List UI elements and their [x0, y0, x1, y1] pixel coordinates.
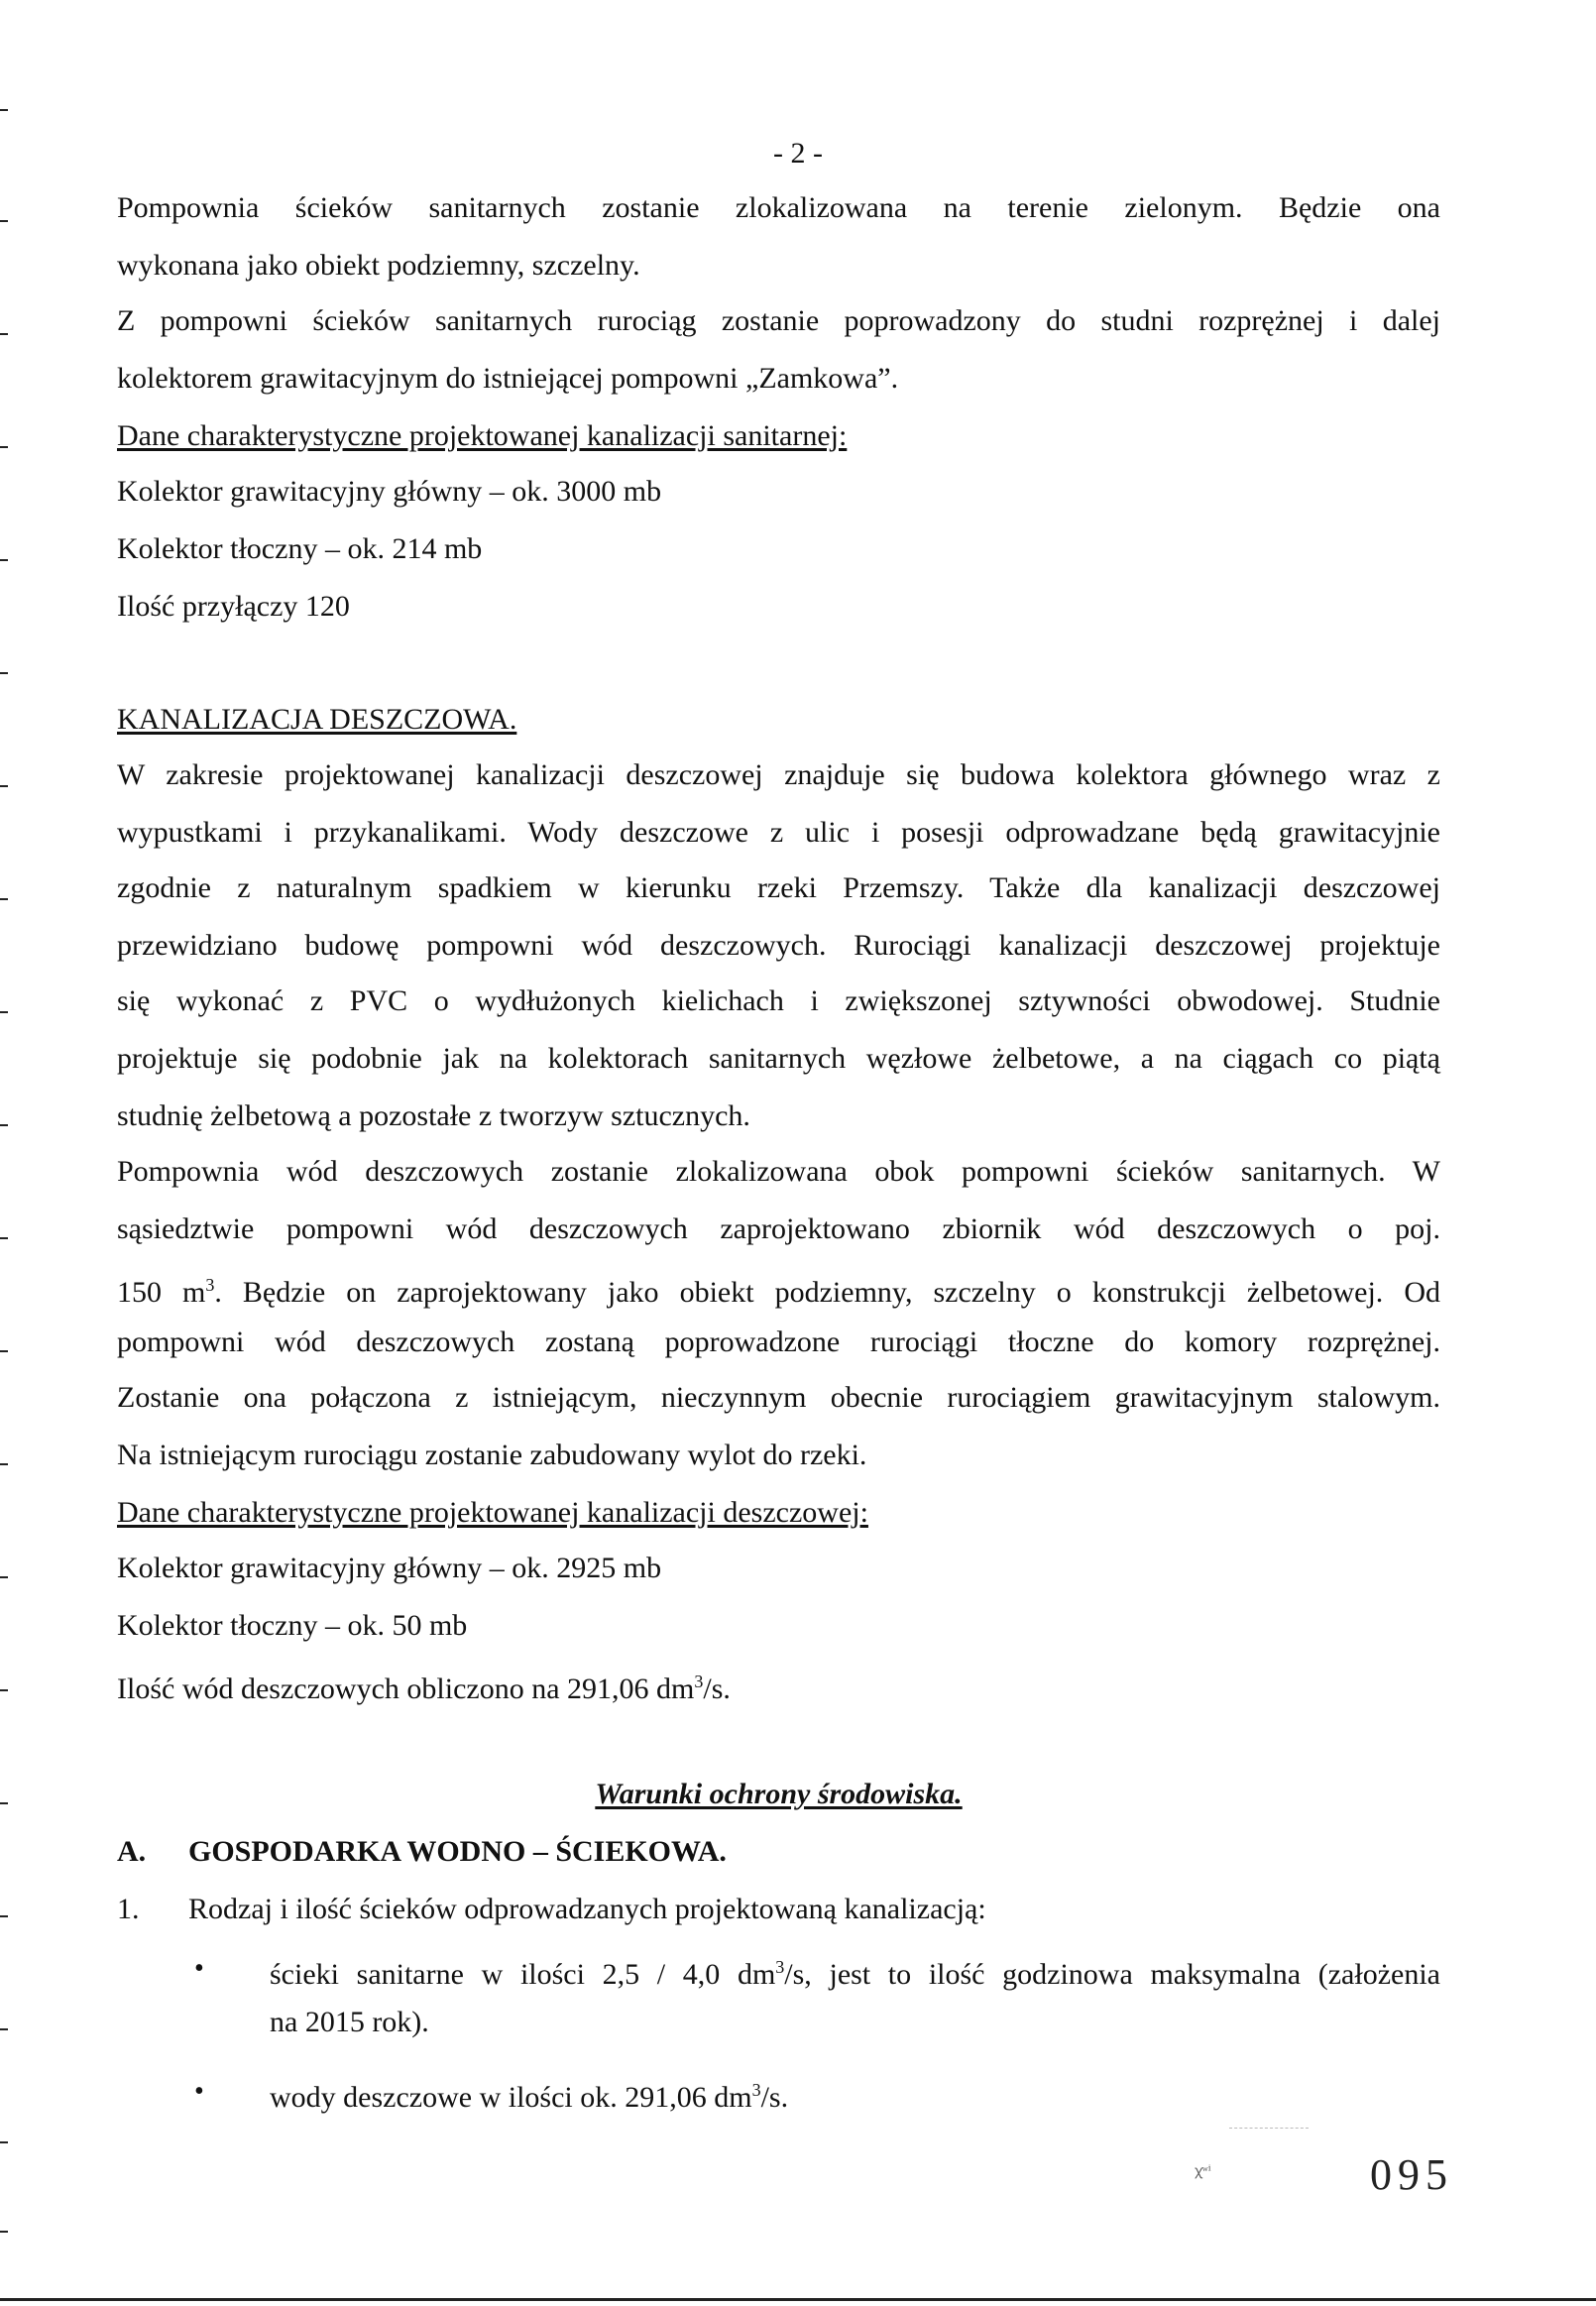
text-fragment: 150 m — [117, 1276, 206, 1309]
margin-tick — [0, 1463, 8, 1465]
text-fragment: /s, jest to ilość godzinowa maksymalna (założenia — [784, 1958, 1440, 1991]
text-fragment: Ilość wód deszczowych obliczono na 291,06 dm — [117, 1672, 695, 1705]
paragraph-line: W zakresie projektowanej kanalizacji deszczowej znajduje się budowa kolektora głównego wraz z — [117, 758, 1440, 791]
margin-tick — [0, 1237, 8, 1239]
paragraph-line-volume — [117, 1267, 1440, 1311]
faint-mark — [1229, 2128, 1309, 2130]
paragraph-line: Na istniejącym rurociągu zostanie zabudowany wylot do rzeki. — [117, 1439, 867, 1471]
margin-tick — [0, 898, 8, 900]
superscript: 3 — [694, 1672, 704, 1691]
paragraph-line: studnię żelbetową a pozostałe z tworzyw sztucznych. — [117, 1099, 750, 1132]
paragraph-line: kolektorem grawitacyjnym do istniejącej pompowni „Zamkowa”. — [117, 362, 899, 395]
paragraph-line: Pompownia wód deszczowych zostanie zlokalizowana obok pompowni ścieków sanitarnych. W — [117, 1155, 1440, 1188]
rain-data-subheading: Dane charakterystyczne projektowanej kanalizacji deszczowej: — [117, 1496, 868, 1529]
paragraph-line: wykonana jako obiekt podziemny, szczelny. — [117, 249, 640, 282]
text-fragment: . Będzie on zaprojektowany jako obiekt podziemny, szczelny o konstrukcji żelbetowej. Od — [214, 1276, 1440, 1309]
section-label: A. — [117, 1835, 147, 1868]
handwritten-mark: ꭓʷⁱ — [1195, 2164, 1211, 2179]
margin-tick — [0, 672, 8, 674]
text-fragment: /s. — [703, 1672, 731, 1705]
text-fragment: wody deszczowe w ilości ok. 291,06 dm — [270, 2081, 752, 2114]
margin-tick — [0, 446, 8, 448]
point-text: Rodzaj i ilość ścieków odprowadzanych projektowaną kanalizacją: — [188, 1893, 986, 1925]
paragraph-line: przewidziano budowę pompowni wód deszczowych. Rurociągi kanalizacji deszczowej projektuje — [117, 929, 1440, 962]
margin-tick — [0, 1576, 8, 1578]
bullet: • — [194, 1953, 204, 1984]
superscript: 3 — [205, 1275, 215, 1295]
paragraph-line: pompowni wód deszczowych zostaną poprowadzone rurociągi tłoczne do komory rozprężnej. — [117, 1326, 1440, 1358]
water-sewage-heading: GOSPODARKA WODNO – ŚCIEKOWA. — [188, 1835, 727, 1868]
rain-sewer-heading: KANALIZACJA DESZCZOWA. — [117, 703, 517, 736]
bullet-text — [270, 1949, 1440, 1993]
margin-tick — [0, 1350, 8, 1352]
paragraph-line: projektuje się podobnie jak na kolektorach sanitarnych węzłowe żelbetowe, a na ciągach co piątą — [117, 1042, 1440, 1075]
bullet: • — [194, 2076, 204, 2107]
sanitary-data-subheading: Dane charakterystyczne projektowanej kanalizacji sanitarnej: — [117, 419, 848, 452]
margin-tick — [0, 1011, 8, 1013]
paragraph-line: zgodnie z naturalnym spadkiem w kierunku rzeki Przemszy. Także dla kanalizacji deszczowej — [117, 871, 1440, 904]
margin-tick — [0, 785, 8, 787]
margin-tick — [0, 559, 8, 561]
text-fragment: ścieki sanitarne w ilości 2,5 / 4,0 dm — [270, 1958, 776, 1991]
superscript: 3 — [775, 1957, 785, 1977]
point-label: 1. — [117, 1893, 140, 1925]
margin-tick — [0, 333, 8, 335]
margin-tick — [0, 1124, 8, 1126]
list-item: Kolektor tłoczny – ok. 214 mb — [117, 532, 483, 565]
margin-tick — [0, 2141, 8, 2143]
page-stamp-number: 095 — [1370, 2150, 1453, 2199]
margin-tick — [0, 109, 8, 111]
paragraph-line: Zostanie ona połączona z istniejącym, nieczynnym obecnie rurociągiem grawitacyjnym stalowym. — [117, 1381, 1440, 1414]
list-item — [117, 1664, 1440, 1707]
margin-tick — [0, 1689, 8, 1691]
margin-tick — [0, 1802, 8, 1804]
paragraph-line: Z pompowni ścieków sanitarnych rurociąg zostanie poprowadzony do studni rozprężnej i dalej — [117, 304, 1440, 337]
paragraph-line: się wykonać z PVC o wydłużonych kielichach i zwiększonej sztywności obwodowej. Studnie — [117, 984, 1440, 1017]
margin-tick — [0, 2028, 8, 2030]
list-item: Kolektor grawitacyjny główny – ok. 2925 mb — [117, 1552, 662, 1584]
superscript: 3 — [751, 2080, 761, 2100]
margin-tick — [0, 1915, 8, 1917]
paragraph-line: wypustkami i przykanalikami. Wody deszczowe z ulic i posesji odprowadzane będą grawitacyjnie — [117, 816, 1440, 849]
list-item: Ilość przyłączy 120 — [117, 590, 350, 623]
paragraph-line: Pompownia ścieków sanitarnych zostanie zlokalizowana na terenie zielonym. Będzie ona — [117, 191, 1440, 224]
paragraph-line: sąsiedztwie pompowni wód deszczowych zaprojektowano zbiornik wód deszczowych o poj. — [117, 1212, 1440, 1245]
environment-heading: Warunki ochrony środowiska. — [595, 1778, 963, 1810]
bullet-text-continuation: na 2015 rok). — [270, 2006, 429, 2038]
scan-bottom-edge — [0, 2298, 1596, 2301]
margin-tick — [0, 2231, 8, 2233]
bullet-text — [270, 2072, 1440, 2116]
page-number: - 2 - — [773, 137, 823, 170]
list-item: Kolektor tłoczny – ok. 50 mb — [117, 1609, 468, 1642]
list-item: Kolektor grawitacyjny główny – ok. 3000 mb — [117, 475, 662, 508]
text-fragment: /s. — [760, 2081, 789, 2114]
margin-tick — [0, 220, 8, 222]
